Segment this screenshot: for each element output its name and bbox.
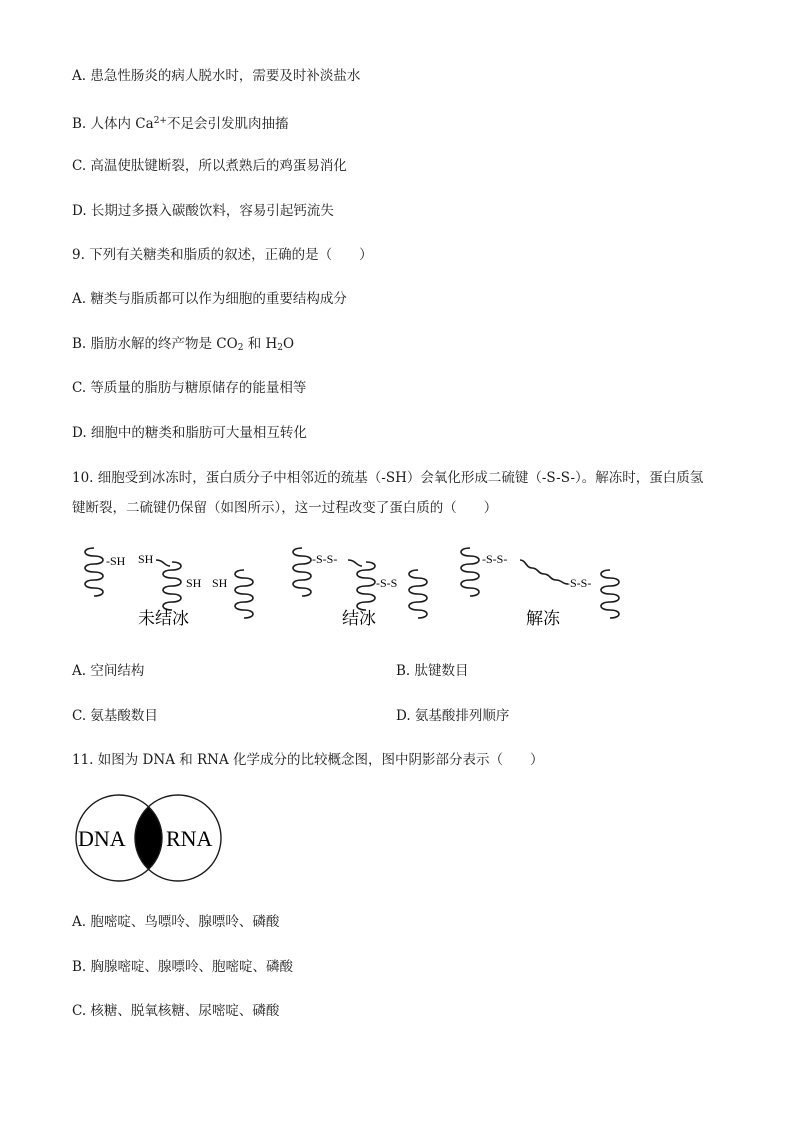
- ss-label-1: -S-S-: [312, 552, 338, 566]
- sh-label-3: SH: [186, 576, 202, 590]
- q10-option-d: D. 氨基酸排列顺序: [396, 708, 510, 724]
- panel-thawed: [461, 548, 619, 629]
- q9-option-a: A. 糖类与脂质都可以作为细胞的重要结构成分: [72, 291, 347, 307]
- q9-option-b: [72, 334, 294, 358]
- ss-label-4: -S-S-: [566, 576, 592, 590]
- q9-option-b-mid: 和 H: [243, 336, 278, 352]
- q10-stem-line1: 10. 细胞受到冰冻时，蛋白质分子中相邻近的巯基（-SH）会氧化形成二硫键（-S-S-）。解冻时，蛋白质氢: [72, 470, 704, 486]
- q9-option-d: D. 细胞中的糖类和脂肪可大量相互转化: [72, 425, 307, 441]
- q9-option-b-pre: B. 脂肪水解的终产物是 CO: [72, 336, 238, 352]
- label-unfrozen: 未结冰: [138, 609, 189, 629]
- label-thawed: 解冻: [526, 609, 560, 629]
- q8-option-b-superscript: 2+: [153, 116, 167, 126]
- q8-option-d: D. 长期过多摄入碳酸饮料，容易引起钙流失: [72, 203, 334, 219]
- q8-option-b-pre: B. 人体内 Ca: [72, 116, 154, 132]
- q8-option-a: A. 患急性肠炎的病人脱水时，需要及时补淡盐水: [72, 68, 361, 84]
- venn-label-dna: DNA: [78, 826, 126, 851]
- q10-option-c: C. 氨基酸数目: [72, 708, 158, 724]
- ss-label-2: -S-S: [376, 576, 398, 590]
- sh-label-4: SH: [212, 576, 228, 590]
- q10-option-b: B. 肽键数目: [396, 663, 469, 679]
- q9-option-c: C. 等质量的脂肪与糖原储存的能量相等: [72, 380, 307, 396]
- sh-label-2: SH: [138, 552, 154, 566]
- protein-freezing-figure: [80, 540, 640, 635]
- dna-rna-venn-diagram: [74, 792, 226, 886]
- q8-option-b-post: 不足会引发肌肉抽搐: [166, 116, 289, 132]
- q8-option-b: [72, 111, 288, 134]
- venn-label-rna: RNA: [166, 826, 213, 851]
- q11-option-a: A. 胞嘧啶、鸟嘌呤、腺嘌呤、磷酸: [72, 914, 280, 930]
- q10-stem-line2: 键断裂，二硫键仍保留（如图所示），这一过程改变了蛋白质的（ ）: [72, 500, 498, 516]
- panel-frozen: [293, 548, 427, 629]
- q9-option-b-sub1: 2: [237, 343, 244, 353]
- q11-option-c: C. 核糖、脱氧核糖、尿嘧啶、磷酸: [72, 1003, 280, 1019]
- q10-option-a: A. 空间结构: [72, 663, 145, 679]
- q11-stem: 11. 如图为 DNA 和 RNA 化学成分的比较概念图，图中阴影部分表示（ ）: [72, 752, 544, 768]
- q9-stem: 9. 下列有关糖类和脂质的叙述，正确的是（ ）: [72, 247, 373, 263]
- ss-label-3: -S-S-: [482, 552, 508, 566]
- panel-unfrozen: [85, 548, 253, 629]
- q9-option-b-sub2: 2: [277, 343, 284, 353]
- sh-label-1: -SH: [106, 554, 126, 568]
- q11-option-b: B. 胸腺嘧啶、腺嘌呤、胞嘧啶、磷酸: [72, 959, 294, 975]
- q8-option-c: C. 高温使肽键断裂，所以煮熟后的鸡蛋易消化: [72, 158, 347, 174]
- label-frozen: 结冰: [342, 609, 376, 629]
- q9-option-b-post: O: [283, 336, 295, 352]
